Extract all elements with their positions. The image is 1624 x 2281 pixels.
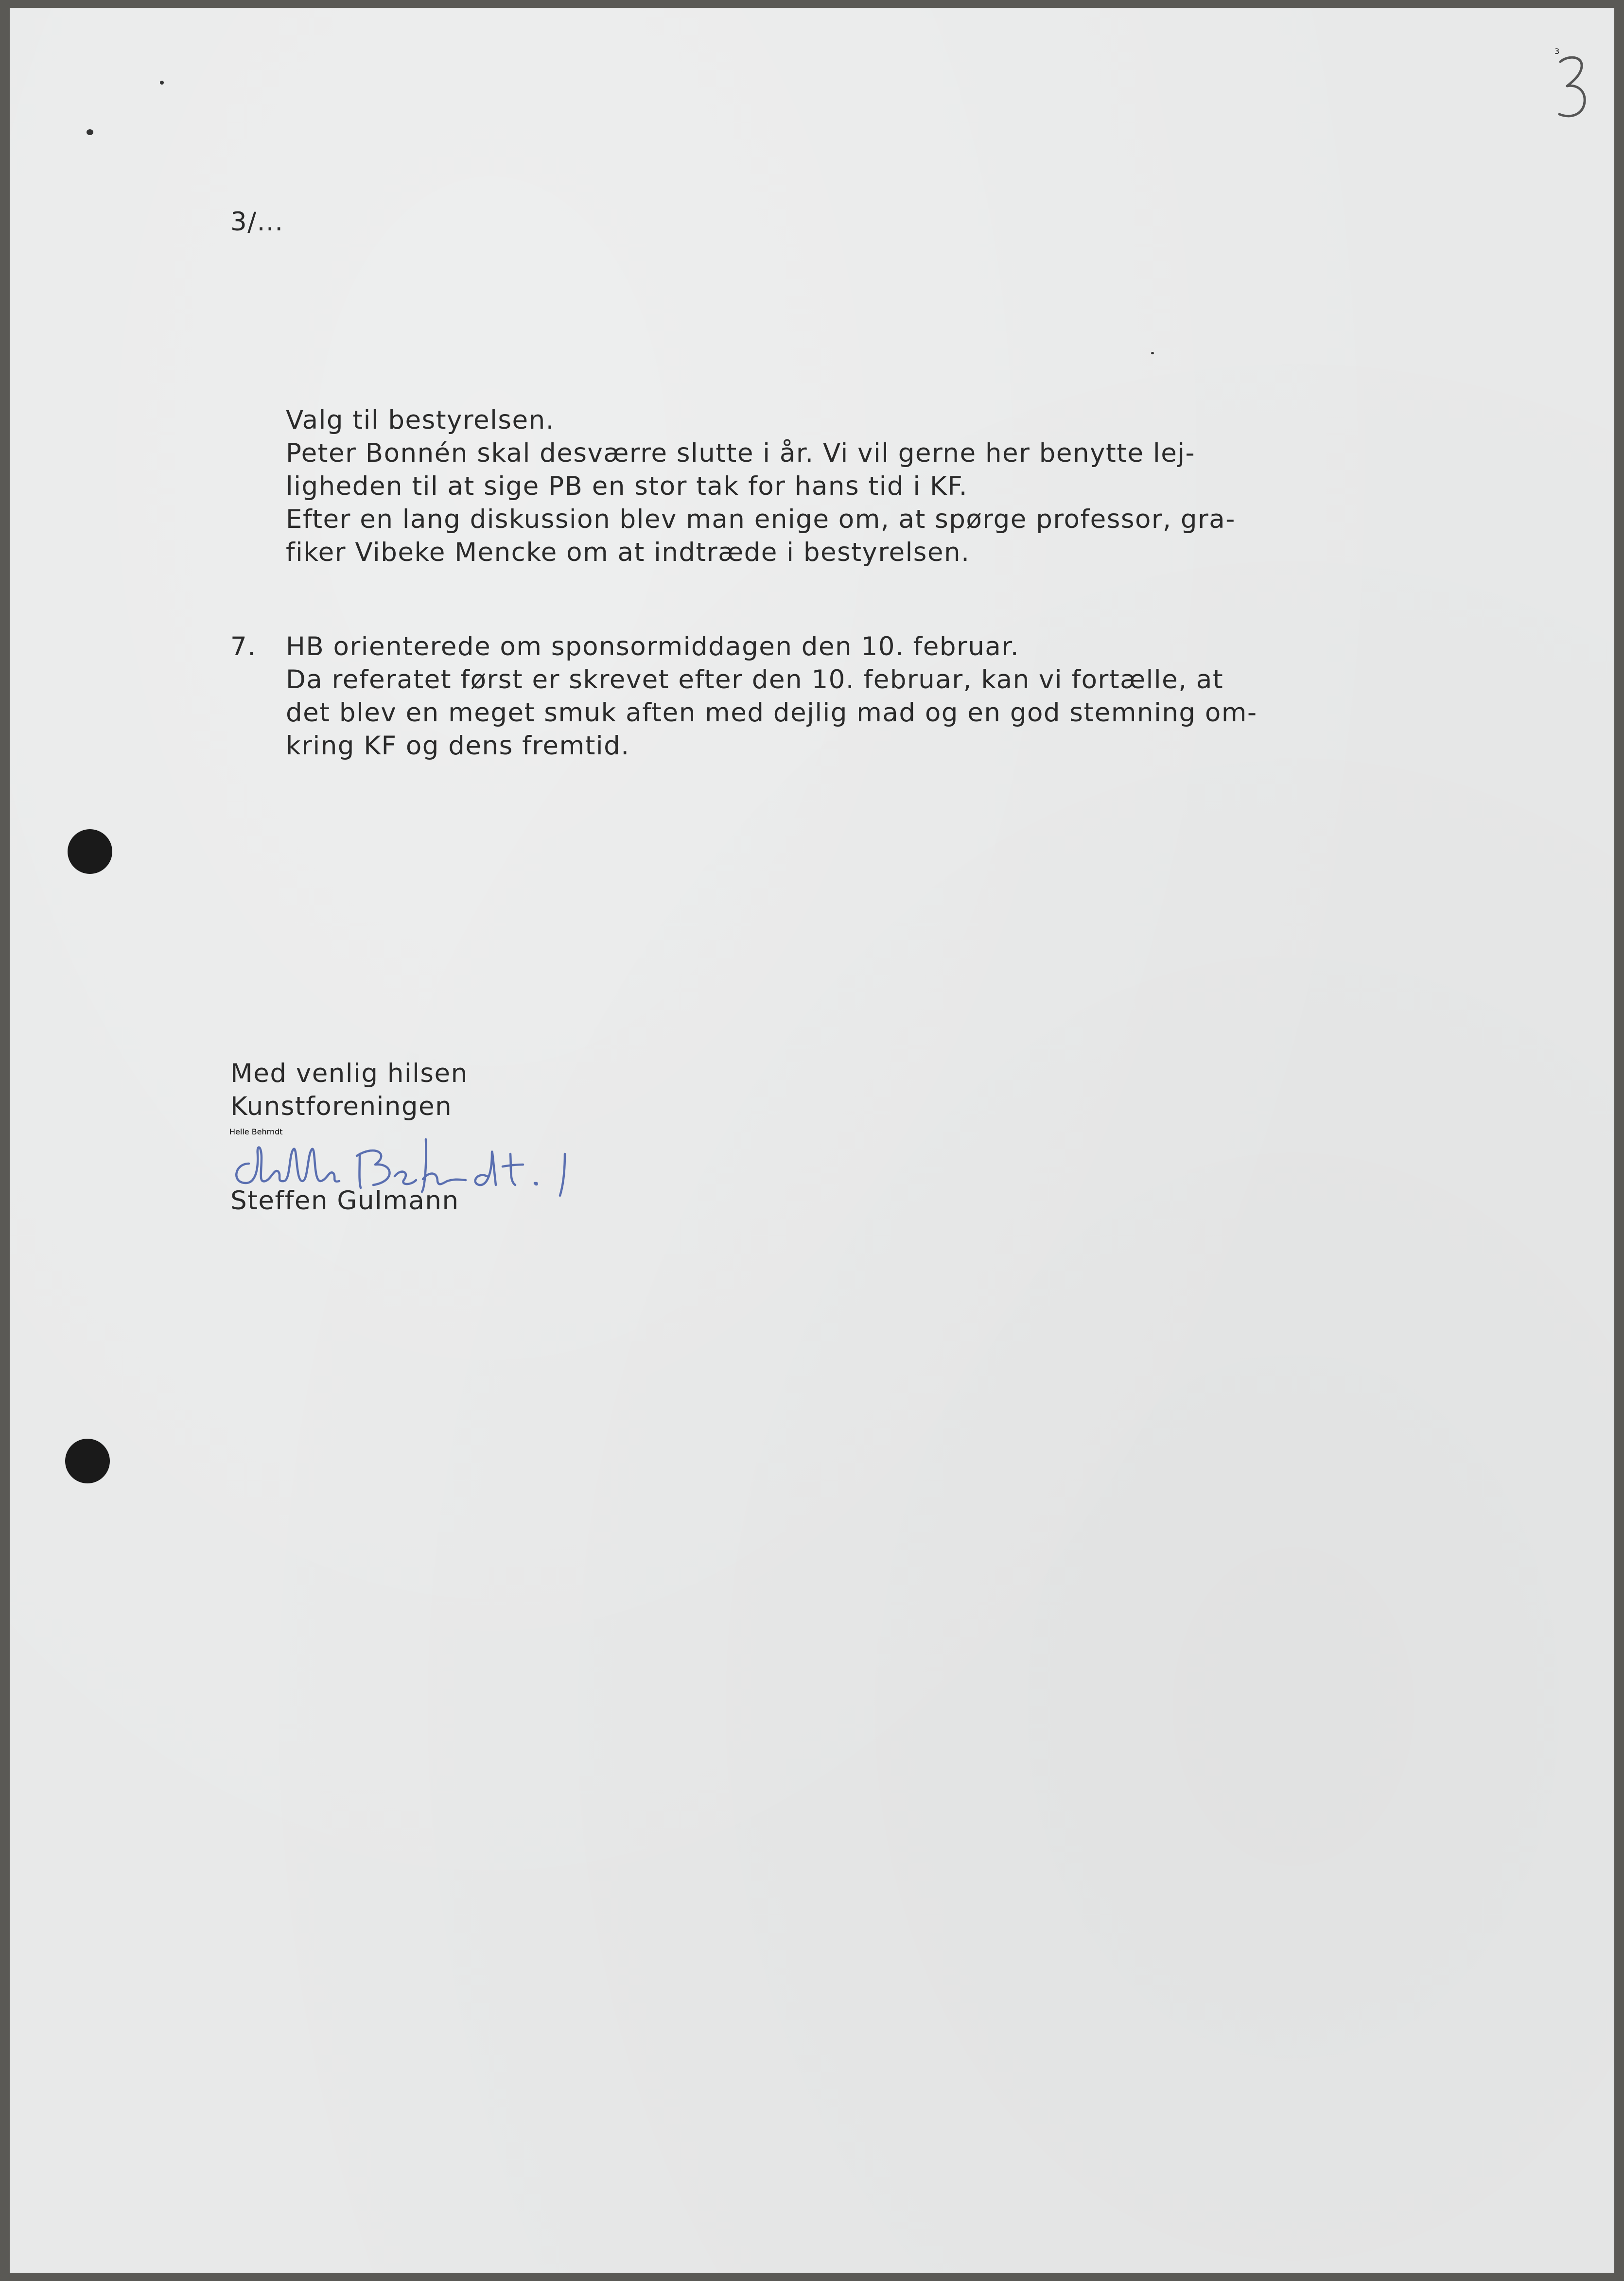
item-7-number: 7. — [230, 632, 257, 662]
closing-greeting: Med venlig hilsen — [230, 1059, 468, 1088]
document-page — [10, 8, 1614, 2273]
continuation-mark: 3/... — [230, 207, 284, 237]
board-election-line: ligheden til at sige PB en stor tak for hans tid i KF. — [286, 471, 968, 501]
signatory-name: Steffen Gulmann — [230, 1186, 459, 1216]
paper-speck — [87, 129, 93, 135]
item-7-line: Da referatet først er skrevet efter den 10. februar, kan vi fortælle, at — [286, 665, 1224, 695]
board-election-line: Peter Bonnén skal desværre slutte i år. Vi vil gerne her benytte lej- — [286, 438, 1196, 468]
board-election-heading: Valg til bestyrelsen. — [286, 405, 555, 435]
closing-organization: Kunstforeningen — [230, 1092, 453, 1121]
item-7-first-line: HB orienterede om sponsormiddagen den 10. februar. — [286, 632, 1020, 662]
board-election-line: Efter en lang diskussion blev man enige om, at spørge professor, gra- — [286, 505, 1236, 534]
punch-hole-bottom — [65, 1439, 110, 1483]
punch-hole-top — [68, 829, 112, 874]
paper-speck — [1151, 352, 1154, 354]
item-7-line: det blev en meget smuk aften med dejlig mad og en god stemning om- — [286, 698, 1257, 728]
board-election-line: fiker Vibeke Mencke om at indtræde i bestyrelsen. — [286, 538, 970, 567]
signature-text: Helle Behrndt — [229, 1127, 283, 1136]
handwritten-page-number — [1554, 47, 1589, 122]
handwritten-page-number-text: 3 — [1554, 47, 1560, 56]
paper-speck — [160, 81, 164, 85]
item-7-line: kring KF og dens fremtid. — [286, 731, 630, 761]
